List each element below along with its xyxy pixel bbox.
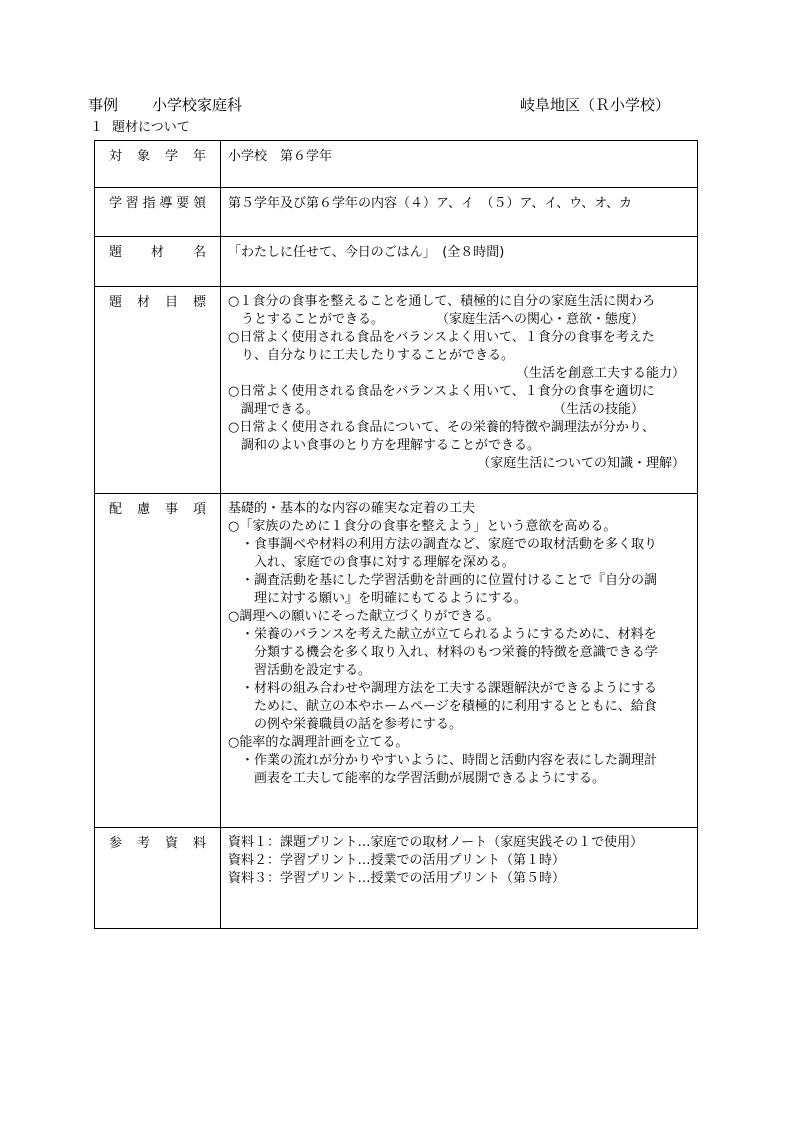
table-row-considerations: [95, 494, 698, 828]
label-char: 慮: [136, 502, 150, 517]
content-line: 調和のよい食事のとり方を理解することができる。: [241, 438, 541, 453]
table-row-target-grade: [95, 141, 698, 188]
content-line: ・食事調べや材料の利用方法の調査など、家庭での取材活動を多く取り: [241, 537, 658, 552]
content-line: （生活を創意工夫する能力）: [515, 366, 685, 381]
region-label: 岐阜地区（Ｒ小学校）: [520, 96, 671, 114]
case-label: 事例: [88, 96, 119, 114]
label-char: 要: [176, 196, 190, 211]
content-line: ・材料の組み合わせや調理方法を工夫する課題解決ができるようにする: [241, 681, 658, 696]
label-char: 配: [109, 502, 123, 517]
label-char: 学: [164, 149, 178, 164]
content-line: 基礎的・基本的な内容の確実な定着の工夫: [228, 501, 476, 516]
content-line: の例や栄養職員の話を参考にする。: [254, 717, 463, 732]
table-row-topic-name: [95, 237, 698, 287]
row-label: [95, 141, 221, 188]
content-line: ○日常よく使用される食品について、その栄養的特徴や調理法が分かり、: [228, 420, 655, 435]
content-line: 習活動を設定する。: [254, 663, 372, 678]
table-row-curriculum: [95, 188, 698, 237]
table-row-references: [95, 828, 698, 929]
label-char: 項: [192, 502, 206, 517]
content-line: ○能率的な調理計画を立てる。: [228, 735, 409, 750]
label-char: 標: [192, 295, 206, 310]
label-char: 資: [164, 836, 178, 851]
row-content: [221, 141, 698, 188]
content-line: 調理できる。 （生活の技能）: [241, 402, 645, 417]
label-char: 材: [136, 295, 150, 310]
content-line: 画表を工夫して能率的な学習活動が展開できるようにする。: [254, 771, 606, 786]
row-label: [95, 828, 221, 929]
section-number: １: [90, 120, 104, 135]
content-line: り、自分なりに工夫したりすることができる。: [241, 348, 515, 363]
row-content: [221, 237, 698, 287]
label-char: 学: [109, 196, 123, 211]
label-char: 参: [109, 836, 123, 851]
content-line: ・作業の流れが分かりやすいように、時間と活動内容を表にした調理計: [241, 753, 658, 768]
label-char: 対: [109, 149, 123, 164]
content-line: 第５学年及び第６学年の内容（４）ア、イ （５）ア、イ、ウ、オ、カ: [228, 196, 633, 211]
content-line: （家庭生活についての知識・理解）: [477, 456, 685, 471]
section-title: 題材について: [112, 120, 190, 135]
label-char: 習: [125, 196, 139, 211]
label-char: 考: [136, 836, 150, 851]
subject: 小学校家庭科: [152, 96, 243, 114]
content-line: 資料２：学習プリント…授業での活用プリント（第１時）: [228, 853, 565, 868]
content-line: 資料３：学習プリント…授業での活用プリント（第５時）: [228, 871, 565, 886]
topic-table: [94, 140, 698, 929]
row-label: [95, 494, 221, 828]
content-line: ○「家族のために１食分の食事を整えよう」という意欲を高める。: [228, 519, 617, 534]
label-char: 年: [192, 149, 206, 164]
row-content: [221, 828, 698, 929]
label-char: 導: [159, 196, 173, 211]
content-line: 資料１：課題プリント…家庭での取材ノート（家庭実践その１で使用）: [228, 835, 644, 850]
label-char: 領: [192, 196, 206, 211]
content-line: ○日常よく使用される食品をバランスよく用いて、１食分の食事を適切に: [228, 384, 655, 399]
content-line: 入れ、家庭での食事に対する理解を深める。: [254, 555, 515, 570]
label-char: 料: [192, 836, 206, 851]
content-line: 分類する機会を多く取り入れ、材料のもつ栄養的特徴を意識できる学: [254, 645, 658, 660]
row-label: [95, 237, 221, 287]
case-heading: [88, 94, 242, 115]
label-char: 目: [164, 295, 178, 310]
content-line: ○日常よく使用される食品をバランスよく用いて、１食分の食事を考えた: [228, 330, 655, 345]
label-char: 題: [109, 245, 123, 260]
label-char: 名: [192, 245, 206, 260]
content-line: 理に対する願い』を明確にもてるようにする。: [254, 591, 528, 606]
content-line: ○１食分の食事を整えることを通して、積極的に自分の家庭生活に関わろ: [228, 294, 656, 309]
content-line: 小学校 第６学年: [228, 149, 333, 164]
content-line: ために、献立の本やホームページを積極的に利用するとともに、給食: [254, 699, 657, 714]
table-row-topic-goals: [95, 287, 698, 494]
section-heading: [90, 116, 190, 135]
label-char: 象: [136, 149, 150, 164]
label-char: 事: [164, 502, 178, 517]
row-label: [95, 287, 221, 494]
row-content: [221, 287, 698, 494]
content-line: ・調査活動を基にした学習活動を計画的に位置付けることで『自分の調: [241, 573, 658, 588]
row-content: [221, 494, 698, 828]
label-char: 材: [150, 245, 164, 260]
content-line: 「わたしに任せて、今日のごはん」 (全８時間): [228, 245, 505, 260]
content-line: ・栄養のバランスを考えた献立が立てられるようにするために、材料を: [241, 627, 657, 642]
content-line: ○調理への願いにそった献立づくりができる。: [228, 609, 500, 624]
content-line: うとすることができる。 （家庭生活への関心・意欲・態度）: [241, 312, 645, 327]
label-char: 指: [142, 196, 156, 211]
row-content: [221, 188, 698, 237]
label-char: 題: [109, 295, 123, 310]
row-label: [95, 188, 221, 237]
